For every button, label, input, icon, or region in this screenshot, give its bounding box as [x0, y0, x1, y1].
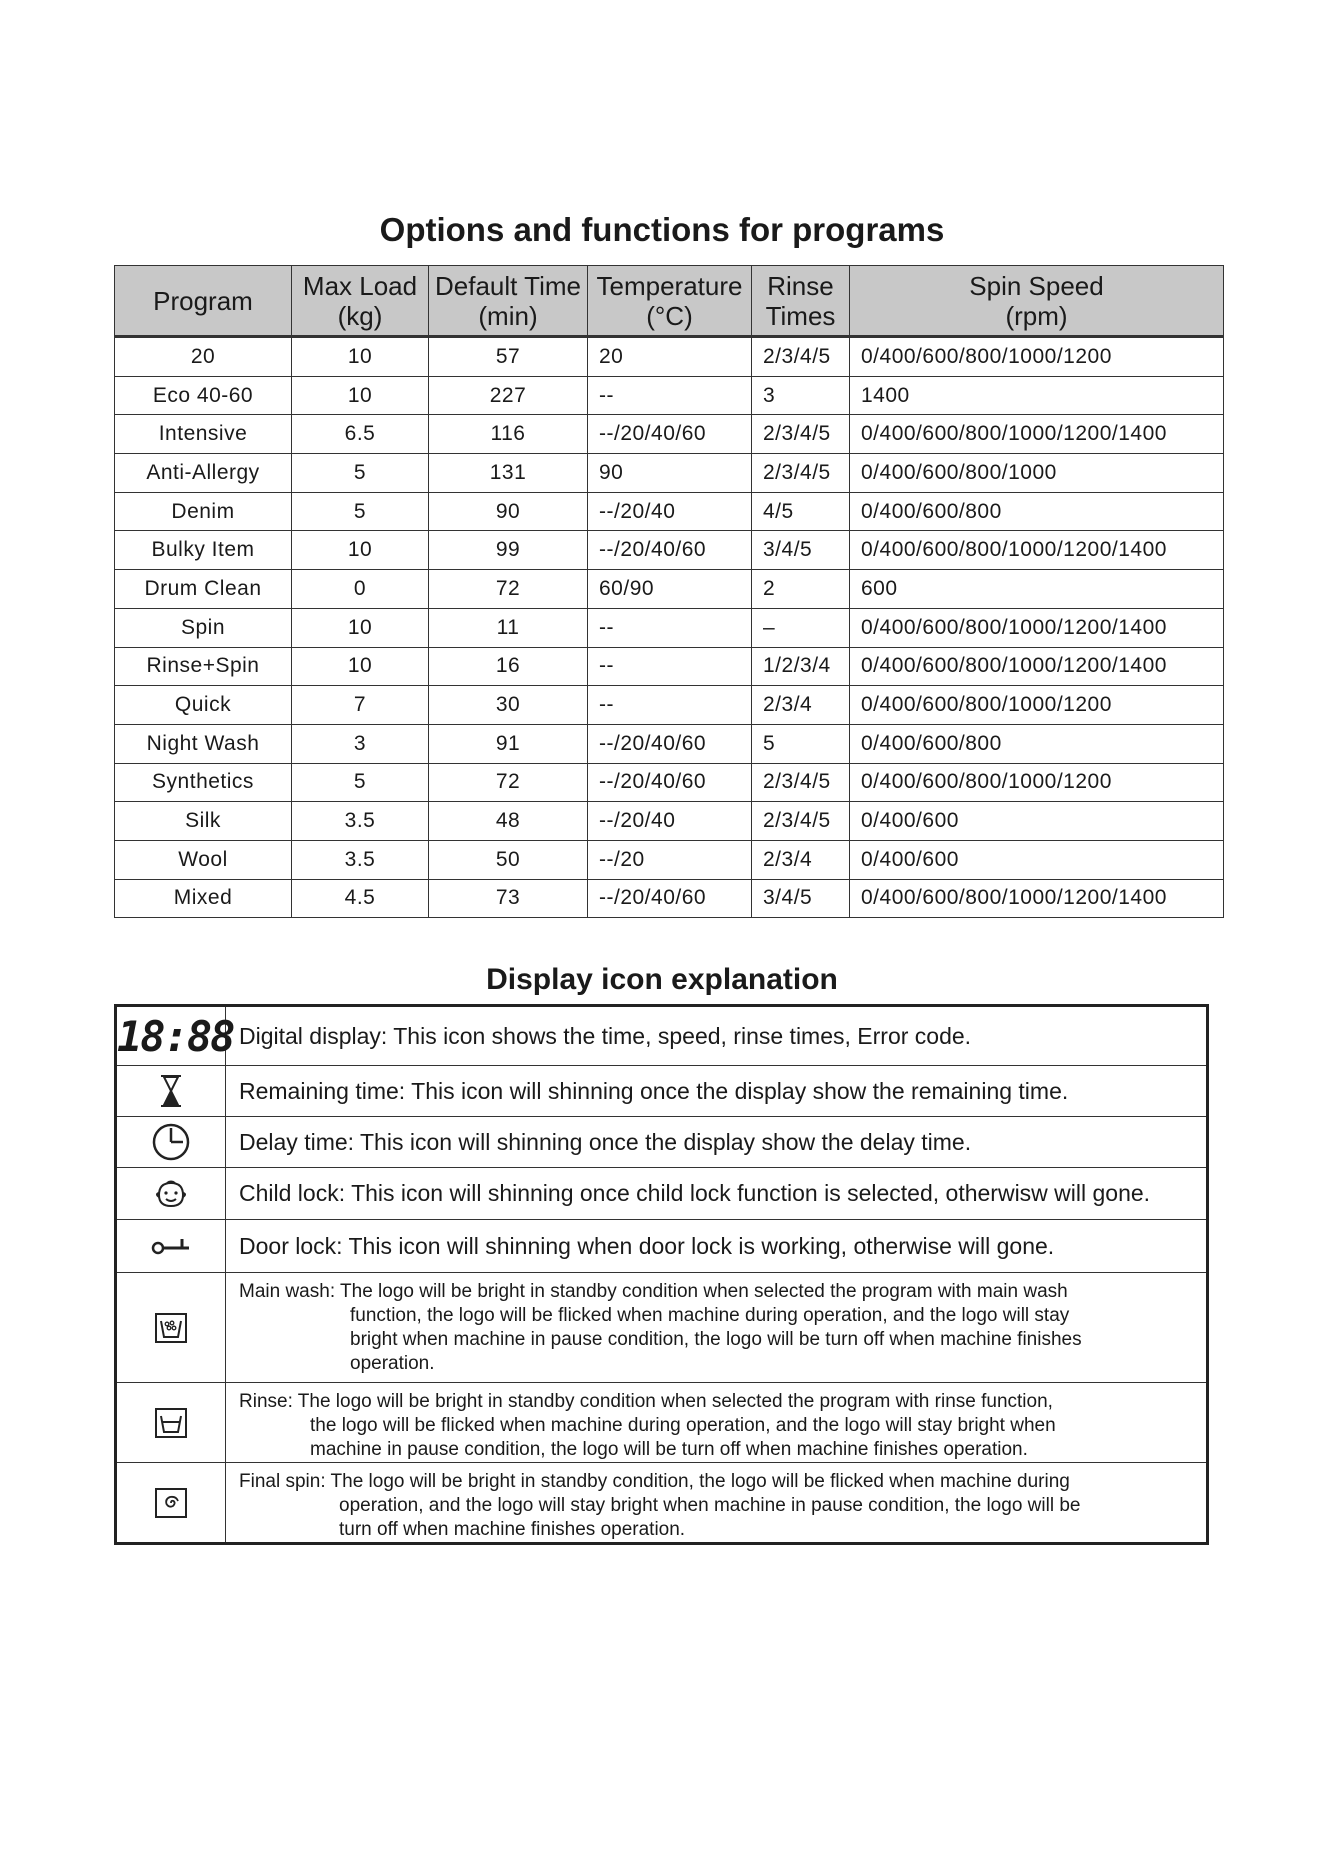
cell-program: Bulky Item	[115, 531, 292, 570]
cell-rinse-times: 2/3/4/5	[752, 415, 850, 454]
table-row	[115, 763, 1224, 802]
cell-rinse-times: 3/4/5	[752, 531, 850, 570]
cell-spin-speed: 0/400/600/800/1000/1200	[850, 337, 1224, 377]
child-face-icon	[116, 1168, 226, 1220]
cell-max-load: 5	[292, 763, 429, 802]
header-program: Program	[115, 266, 292, 337]
cell-max-load: 6.5	[292, 415, 429, 454]
table-row	[115, 570, 1224, 609]
cell-rinse-times: 2/3/4/5	[752, 763, 850, 802]
cell-max-load: 0	[292, 570, 429, 609]
cell-default-time: 227	[429, 376, 588, 415]
icon-row	[116, 1168, 1208, 1220]
cell-max-load: 10	[292, 531, 429, 570]
table-row	[115, 802, 1224, 841]
programs-title: Options and functions for programs	[379, 211, 945, 248]
cell-rinse-times: 2/3/4	[752, 840, 850, 879]
icon-description: Child lock: This icon will shinning once child lock function is selected, otherwisw will gone.	[226, 1168, 1208, 1220]
cell-temperature: 90	[588, 454, 752, 493]
cell-default-time: 57	[429, 337, 588, 377]
icon-description: Rinse: The logo will be bright in standby condition when selected the program with rinse function, the logo will be flicked when machine during operation, and the logo will stay bright when machine in pause condition, the logo will be turn off when machine finishes operation.	[226, 1383, 1208, 1463]
cell-max-load: 10	[292, 608, 429, 647]
icon-description: Main wash: The logo will be bright in standby condition when selected the program with main wash function, the logo will be flicked when machine during operation, and the logo will stay bright when machine in pause condition, the logo will be turn off when machine finishes operation.	[226, 1273, 1208, 1383]
table-row	[115, 531, 1224, 570]
header-rinse-times: Rinse Times	[752, 266, 850, 337]
cell-program: 20	[115, 337, 292, 377]
cell-temperature: --/20/40/60	[588, 879, 752, 918]
cell-rinse-times: 1/2/3/4	[752, 647, 850, 686]
cell-rinse-times: 2/3/4/5	[752, 802, 850, 841]
cell-temperature: --/20/40/60	[588, 763, 752, 802]
cell-default-time: 16	[429, 647, 588, 686]
cell-program: Denim	[115, 492, 292, 531]
cell-default-time: 90	[429, 492, 588, 531]
icon-description: Remaining time: This icon will shinning once the display show the remaining time.	[226, 1066, 1208, 1117]
main-wash-tub-icon	[116, 1273, 226, 1383]
cell-default-time: 91	[429, 724, 588, 763]
header-default-time: Default Time (min)	[429, 266, 588, 337]
cell-rinse-times: 2/3/4/5	[752, 454, 850, 493]
cell-max-load: 3.5	[292, 840, 429, 879]
cell-spin-speed: 0/400/600	[850, 802, 1224, 841]
cell-program: Night Wash	[115, 724, 292, 763]
table-row	[115, 415, 1224, 454]
cell-spin-speed: 0/400/600/800/1000/1200/1400	[850, 647, 1224, 686]
cell-temperature: --	[588, 376, 752, 415]
cell-spin-speed: 0/400/600/800/1000/1200/1400	[850, 415, 1224, 454]
icon-row	[116, 1383, 1208, 1463]
cell-spin-speed: 0/400/600/800	[850, 492, 1224, 531]
cell-max-load: 10	[292, 647, 429, 686]
cell-default-time: 72	[429, 570, 588, 609]
table-row	[115, 840, 1224, 879]
cell-rinse-times: 2/3/4	[752, 686, 850, 725]
icon-row	[116, 1273, 1208, 1383]
icon-row	[116, 1006, 1208, 1066]
cell-spin-speed: 0/400/600/800/1000/1200/1400	[850, 608, 1224, 647]
table-row	[115, 724, 1224, 763]
table-header-row	[115, 266, 1224, 337]
spin-icon	[116, 1463, 226, 1544]
table-row	[115, 879, 1224, 918]
clock-icon	[116, 1117, 226, 1168]
cell-default-time: 72	[429, 763, 588, 802]
key-icon	[116, 1220, 226, 1273]
programs-table	[114, 265, 1224, 918]
cell-default-time: 116	[429, 415, 588, 454]
table-row	[115, 686, 1224, 725]
cell-spin-speed: 600	[850, 570, 1224, 609]
cell-temperature: --/20/40	[588, 492, 752, 531]
cell-default-time: 11	[429, 608, 588, 647]
icon-description: Final spin: The logo will be bright in standby condition, the logo will be flicked when machine during operation, and the logo will stay bright when machine in pause condition, the logo will be turn off when machine finishes operation.	[226, 1463, 1208, 1544]
digital-display-icon: 18:88	[116, 1006, 226, 1066]
header-max-load: Max Load (kg)	[292, 266, 429, 337]
cell-max-load: 7	[292, 686, 429, 725]
cell-max-load: 5	[292, 454, 429, 493]
cell-max-load: 4.5	[292, 879, 429, 918]
cell-default-time: 30	[429, 686, 588, 725]
icon-row	[116, 1117, 1208, 1168]
cell-rinse-times: 5	[752, 724, 850, 763]
cell-program: Anti-Allergy	[115, 454, 292, 493]
cell-default-time: 99	[429, 531, 588, 570]
cell-program: Mixed	[115, 879, 292, 918]
cell-spin-speed: 0/400/600/800/1000/1200/1400	[850, 531, 1224, 570]
cell-rinse-times: 3/4/5	[752, 879, 850, 918]
cell-program: Silk	[115, 802, 292, 841]
hourglass-icon	[116, 1066, 226, 1117]
cell-program: Synthetics	[115, 763, 292, 802]
cell-spin-speed: 0/400/600	[850, 840, 1224, 879]
cell-temperature: --/20	[588, 840, 752, 879]
header-temperature: Temperature (°C)	[588, 266, 752, 337]
icon-row	[116, 1066, 1208, 1117]
cell-default-time: 73	[429, 879, 588, 918]
cell-temperature: --/20/40	[588, 802, 752, 841]
cell-default-time: 50	[429, 840, 588, 879]
cell-spin-speed: 0/400/600/800/1000/1200	[850, 686, 1224, 725]
cell-temperature: --	[588, 608, 752, 647]
table-row	[115, 454, 1224, 493]
cell-program: Intensive	[115, 415, 292, 454]
cell-temperature: --/20/40/60	[588, 531, 752, 570]
icon-explanation-table	[114, 1004, 1209, 1545]
cell-temperature: 20	[588, 337, 752, 377]
cell-program: Eco 40-60	[115, 376, 292, 415]
cell-spin-speed: 0/400/600/800/1000	[850, 454, 1224, 493]
table-row	[115, 492, 1224, 531]
header-spin-speed: Spin Speed (rpm)	[850, 266, 1224, 337]
cell-temperature: --	[588, 686, 752, 725]
icons-title: Display icon explanation	[486, 963, 838, 996]
cell-rinse-times: 3	[752, 376, 850, 415]
icon-description: Delay time: This icon will shinning once the display show the delay time.	[226, 1117, 1208, 1168]
cell-max-load: 10	[292, 376, 429, 415]
table-row	[115, 608, 1224, 647]
cell-max-load: 3	[292, 724, 429, 763]
cell-temperature: --	[588, 647, 752, 686]
cell-spin-speed: 0/400/600/800/1000/1200	[850, 763, 1224, 802]
cell-program: Drum Clean	[115, 570, 292, 609]
rinse-tub-icon	[116, 1383, 226, 1463]
cell-temperature: --/20/40/60	[588, 415, 752, 454]
cell-max-load: 5	[292, 492, 429, 531]
cell-rinse-times: –	[752, 608, 850, 647]
table-row	[115, 647, 1224, 686]
table-row	[115, 337, 1224, 377]
cell-program: Spin	[115, 608, 292, 647]
table-row	[115, 376, 1224, 415]
cell-default-time: 131	[429, 454, 588, 493]
cell-program: Rinse+Spin	[115, 647, 292, 686]
icon-description: Door lock: This icon will shinning when door lock is working, otherwise will gone.	[226, 1220, 1208, 1273]
cell-default-time: 48	[429, 802, 588, 841]
cell-max-load: 10	[292, 337, 429, 377]
cell-max-load: 3.5	[292, 802, 429, 841]
icon-row	[116, 1220, 1208, 1273]
cell-program: Wool	[115, 840, 292, 879]
icon-row	[116, 1463, 1208, 1544]
cell-rinse-times: 4/5	[752, 492, 850, 531]
cell-program: Quick	[115, 686, 292, 725]
icon-description: Digital display: This icon shows the time, speed, rinse times, Error code.	[226, 1006, 1208, 1066]
cell-spin-speed: 1400	[850, 376, 1224, 415]
cell-rinse-times: 2	[752, 570, 850, 609]
cell-spin-speed: 0/400/600/800	[850, 724, 1224, 763]
cell-temperature: --/20/40/60	[588, 724, 752, 763]
cell-spin-speed: 0/400/600/800/1000/1200/1400	[850, 879, 1224, 918]
cell-temperature: 60/90	[588, 570, 752, 609]
cell-rinse-times: 2/3/4/5	[752, 337, 850, 377]
